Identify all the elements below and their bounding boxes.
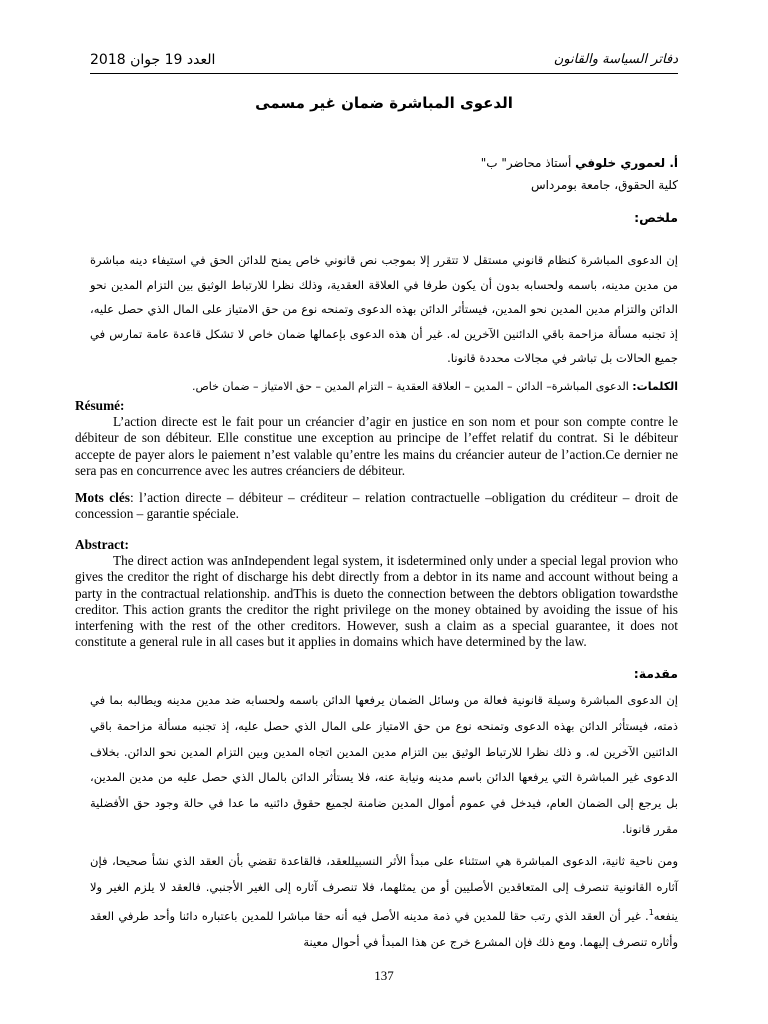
intro-paragraph-2b: . غير أن العقد الذي رتب حقا للمدين في ذمة مدينه الأصل فيه أنه حقا مباشرا للمدين باعتباره دائنا وأحد طرفي العقد وأثاره تنصرف إليهما. ومع ذلك فإن المشرع خرج عن هذا المبدأ في أحوال معينة: [90, 909, 678, 949]
page-number: 137: [374, 968, 394, 983]
issue-label: العدد 19 جوان 2018: [90, 52, 216, 68]
author-affiliation: كلية الحقوق، جامعة بومرداس: [530, 178, 678, 192]
intro-body: [90, 688, 678, 956]
keywords-ar: [90, 378, 678, 396]
author-name: أ. لعموري خلوفي: [575, 156, 678, 170]
running-header: [90, 52, 678, 74]
summary-text: إن الدعوى المباشرة كنظام قانوني مستقل لا تتقرر إلا بموجب نص قانوني خاص يمنح للدائن الحق في استيفاء دينه مباشرة من مدين مدينه، باسمه ولحسابه بدون أن يكون طرفا في العلاقة العقدية، وذلك نظرا للارتباط الوثيق بين التزام المدين نحو الدائن والتزام مدين المدين نحو المدين، فيستأثر الدائن بهذه الدعوى وتمنحه نوع من حق الامتياز على المال الذي حصل عليه، إذ تجنبه مسألة مزاحمة باقي الدائنين الآخرين له. غير أن هذه الدعوى بإعمالها ضمان خاص لا تشكل قاعدة عامة تمارس في جميع الحالات بل تباشر في مجالات محددة قانونا.: [90, 253, 678, 365]
abstract-section: [75, 537, 678, 650]
intro-paragraph-2: [90, 849, 678, 956]
abstract-text: The direct action was anIndependent legal system, it isdetermined only under a special legal provion who gives the creditor the right of discharge his debt directly from a debtor in its name and account without being a party in the contractual relationship. andThis is dueto the connection between the debtors obligation towardsthe creditor. This action grants the creditor the right privilege on the money obtained by avoiding the issue of his interfening with the rest of the other creditors. However, sush a claim as a special guarantee, it does not constitute a general rule in all cases but it applies in domains which have determined by the law.: [75, 553, 678, 650]
intro-heading: مقدمة:: [633, 666, 678, 681]
intro-paragraph-2a: ومن ناحية ثانية، الدعوى المباشرة هي استثناء على مبدأ الأثر النسبيللعقد، فالقاعدة تقضي بأن العقد الذي نشأ صحيحا، فإن آثاره القانونية تنصرف إلى المتعاقدين الأصليين أو من يمثلهما، فلا تنصرف آثاره إلى الغير الأجنبي. فالعقد لا يلزم الغير ولا ينفعه: [90, 853, 678, 924]
intro-paragraph-1: إن الدعوى المباشرة وسيلة قانونية فعالة من وسائل الضمان يرفعها الدائن باسمه ولحسابه ضد مدين مدينه ويطالبه بما في ذمته، فيستأثر الدائن بهذه الدعوى وتمنحه نوع من حق الامتياز على المال الذي حصل عليه، إذ تجنبه مسألة مزاحمة باقي الدائنين الآخرين له. و ذلك نظرا للارتباط الوثيق بين التزام مدين المدين اتجاه المدين وبين التزام المدين نحو الدائن. بخلاف الدعوى غير المباشرة التي يرفعها الدائن باسم مدينه ونيابة عنه، فلا يستأثر الدائن بالمال الذي حصل عليه من مدين المدين، بل يرجع إلى الضمان العام، فيدخل في عموم أموال المدين ضامنة لجميع حقوق دائنيه ما عدا في حالة وجود حق الأفضلية مقرر قانونا.: [90, 693, 678, 836]
journal-name: دفاتر السياسة والقانون: [553, 52, 678, 67]
header-rule: [90, 73, 678, 74]
author-rank: أستاذ محاضر" ب": [480, 156, 572, 170]
keywords-ar-text: الدعوى المباشرة– الدائن – المدين – العلاقة العقدية – التزام المدين – حق الامتياز – ضمان خاص.: [191, 380, 629, 393]
summary-heading: ملخص:: [634, 210, 678, 225]
abstract-heading: Abstract:: [75, 537, 129, 552]
footnote-ref[interactable]: 1: [648, 908, 654, 918]
resume-section: [75, 398, 678, 479]
mots-cles-text: : l’action directe – débiteur – créditeur – relation contractuelle –obligation du créditeur – droit de concession – garantie spéciale.: [75, 490, 678, 522]
article-title: الدعوى المباشرة ضمان غير مسمى: [255, 94, 513, 112]
mots-cles-section: [75, 490, 678, 522]
resume-heading: Résumé:: [75, 398, 125, 413]
keywords-ar-label: الكلمات:: [632, 380, 678, 393]
resume-text: L’action directe est le fait pour un créancier d’agir en justice en son nom et pour son compte contre le débiteur de son débiteur. Elle constitue une exception au principe de l’effet relatif du contrat. Si le débiteur accepte de payer alors le paiement n’est valable qu’entre les mains du créancier auteur de l’action.Ce dernier ne sera pas en concurrence avec les autres créanciers de débiteur.: [75, 414, 678, 478]
mots-cles-label: Mots clés: [75, 490, 130, 505]
author-block: [90, 152, 678, 196]
author-line: [90, 152, 678, 174]
